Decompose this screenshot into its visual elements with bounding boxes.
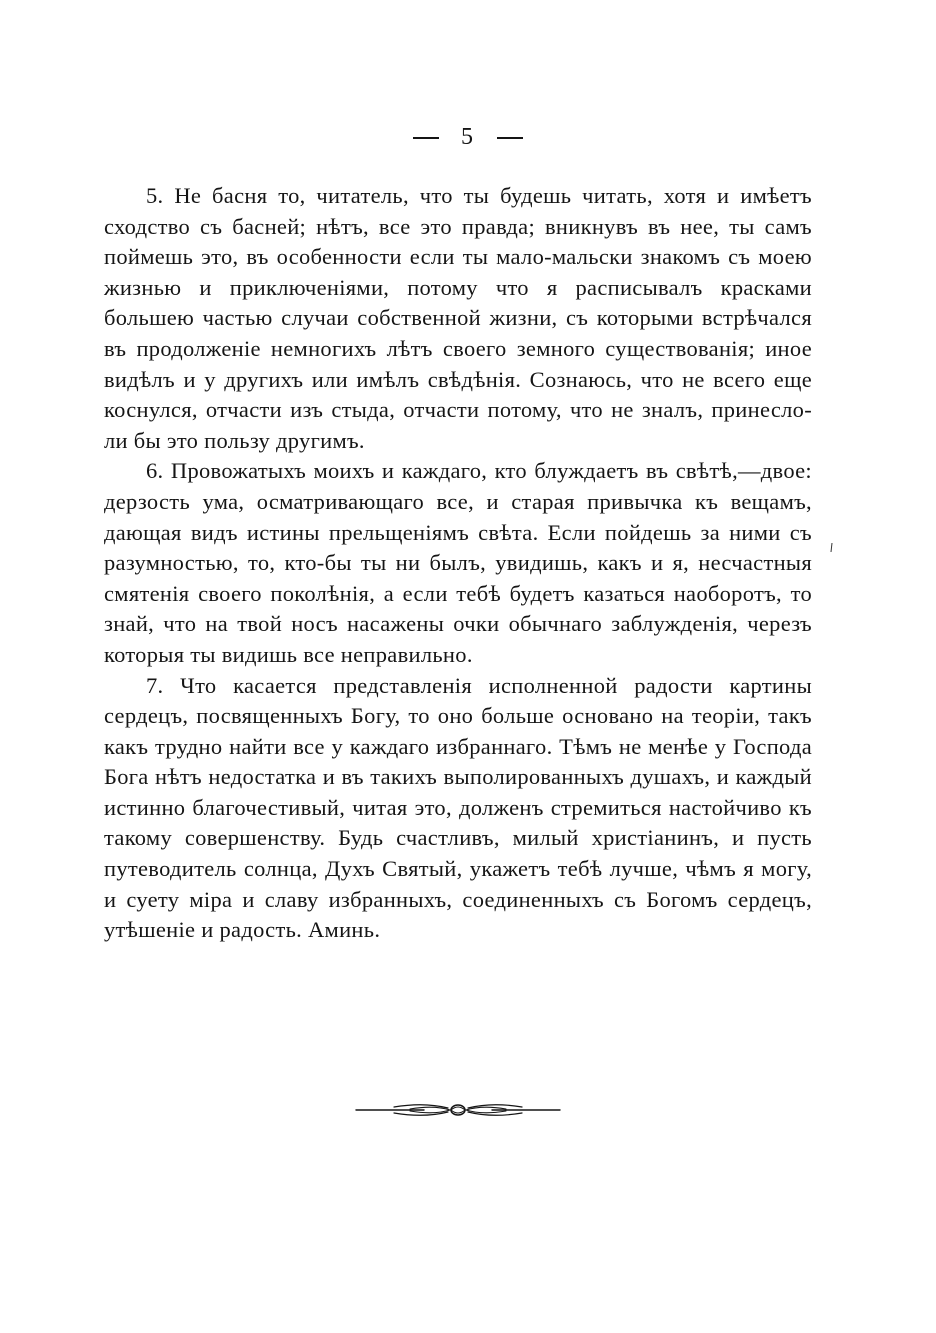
paragraph-number: 5. <box>146 183 164 208</box>
paragraph-text: Что касается представленія исполненной радости картины сердецъ, посвященныхъ Богу, то оно больше основано на теоріи, такъ какъ трудно найти все у каждаго избраннаго. Тѣмъ не менѣе у Господа Бога нѣтъ недостатка и въ такихъ выполированныхъ душахъ, и каждый истинно благочестивый, читая это, долженъ стремиться настойчиво къ такому совершенству. Будь счастливъ, милый христіанинъ, и пусть путеводитель солнца, Духъ Святый, укажетъ тебѣ лучше, чѣмъ я могу, и суету міра и славу избранныхъ, соединенныхъ съ Богомъ сердецъ, утѣшеніе и радость. Аминь. <box>104 672 812 943</box>
body-text <box>104 181 812 946</box>
decorative-flourish-icon <box>354 1098 562 1122</box>
page-number-header <box>0 124 936 151</box>
paragraph-5 <box>104 181 812 456</box>
paragraph-number: 6. <box>146 458 164 484</box>
paragraph-number: 7. <box>146 672 164 698</box>
paragraph-7 <box>104 671 812 946</box>
left-dash <box>413 137 439 139</box>
paragraph-text: Не басня то, читатель, что ты будешь читать, хотя и имѣетъ сходство съ басней; нѣтъ, все это правда; вникнувъ въ нее, ты самъ поймешь это, въ особенности если ты мало-мальски знакомъ съ моею жизнью и приключеніями, потому что я расписывалъ красками большею частью случаи собственной жизни, съ которыми встрѣчался въ продолженіе немногихъ лѣтъ своего земного существованія; иное видѣлъ и у другихъ или имѣлъ свѣдѣнія. Сознаюсь, что не всего еще коснулся, отчасти изъ стыда, отчасти потому, что не зналъ, принесло-ли бы это пользу другимъ. <box>104 183 812 453</box>
right-dash <box>497 137 523 139</box>
page-number: 5 <box>461 124 475 150</box>
paragraph-text: Провожатыхъ моихъ и каждаго, кто блуждаетъ въ свѣтѣ,—двое: дерзость ума, осматривающаго все, и старая привычка къ вещамъ, дающая видъ истины прельщеніямъ свѣта. Если пойдешь за ними съ разумностью, то, кто-бы ты ни былъ, увидишь, какъ и я, несчастныя смятенія своего поколѣнія, а если тебѣ будетъ казаться наоборотъ, то знай, что на твой носъ насажены очки обычнаго заблужденія, черезъ которыя ты видишь все неправильно. <box>104 458 812 667</box>
stray-ink-mark <box>830 543 833 552</box>
paragraph-6 <box>104 456 812 670</box>
